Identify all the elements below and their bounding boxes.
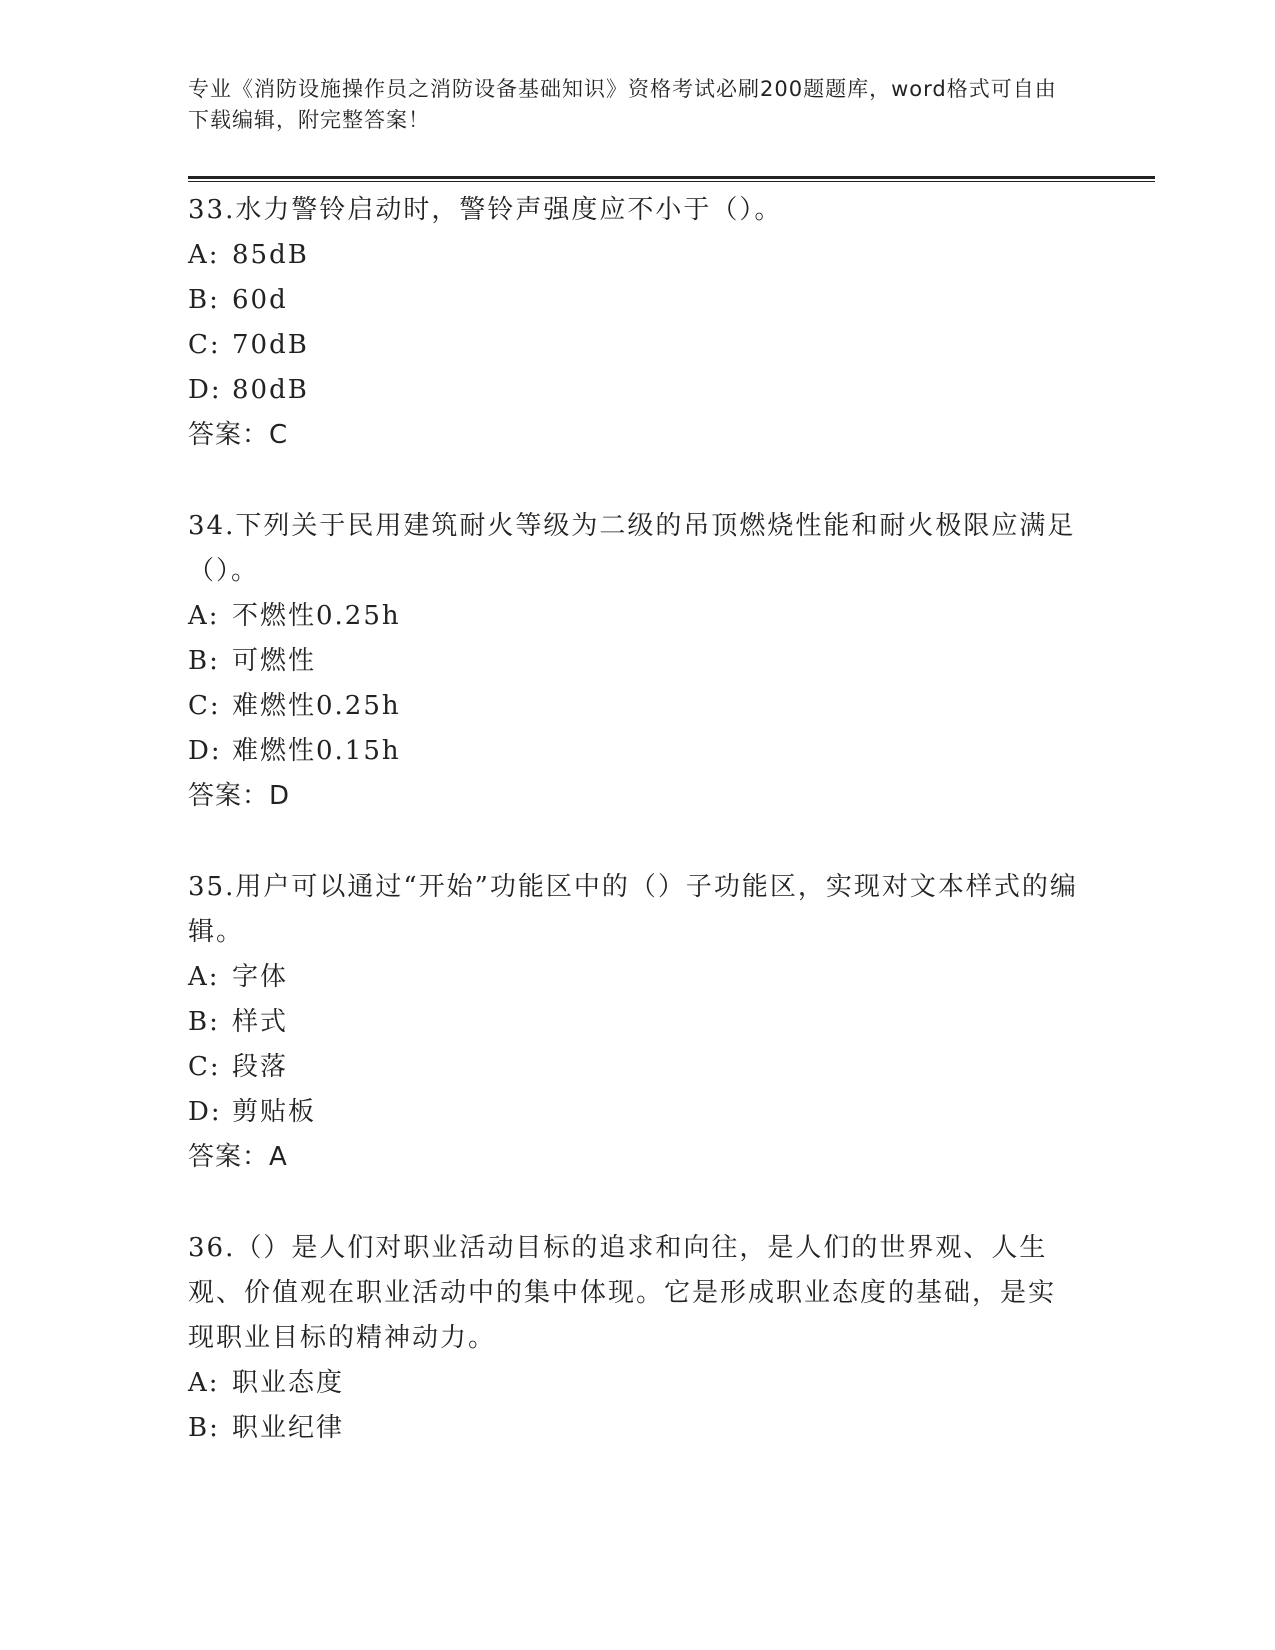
answer-line: 答案：A — [188, 1142, 288, 1172]
option-c — [188, 323, 1078, 368]
option-b — [188, 1000, 1078, 1045]
question-35 — [188, 865, 1078, 1180]
header-divider-thick — [188, 176, 1155, 179]
question-text: 35.用户可以通过“开始”功能区中的（）子功能区，实现对文本样式的编辑。 — [188, 872, 1078, 947]
question-text: 33.水力警铃启动时，警铃声强度应不小于（）。 — [188, 195, 783, 225]
option-text: 样式 — [232, 1007, 289, 1037]
option-d — [188, 368, 1078, 413]
question-36 — [188, 1226, 1078, 1451]
option-letter: D: — [188, 736, 222, 766]
option-text: 难燃性0.25h — [232, 691, 401, 721]
option-text: 剪贴板 — [232, 1097, 317, 1127]
option-d — [188, 729, 1078, 774]
option-a — [188, 955, 1078, 1000]
option-a — [188, 1361, 1078, 1406]
answer-line: 答案：D — [188, 781, 291, 811]
option-text: 85dB — [232, 240, 309, 270]
option-b — [188, 278, 1078, 323]
option-b — [188, 639, 1078, 684]
question-text: 34.下列关于民用建筑耐火等级为二级的吊顶燃烧性能和耐火极限应满足（）。 — [188, 511, 1076, 586]
question-list — [188, 188, 1078, 1497]
answer-line: 答案：C — [188, 420, 289, 450]
option-letter: C: — [188, 1052, 221, 1082]
option-letter: C: — [188, 691, 221, 721]
option-c — [188, 1045, 1078, 1090]
option-c — [188, 684, 1078, 729]
option-text: 职业纪律 — [232, 1413, 345, 1443]
option-a — [188, 594, 1078, 639]
option-letter: A: — [188, 962, 220, 992]
option-text: 60d — [232, 285, 288, 315]
option-text: 80dB — [232, 375, 309, 405]
header-divider-thin — [188, 181, 1155, 182]
option-letter: A: — [188, 1368, 220, 1398]
option-b — [188, 1406, 1078, 1451]
option-letter: C: — [188, 330, 221, 360]
question-33 — [188, 188, 1078, 458]
option-d — [188, 1090, 1078, 1135]
question-text: 36.（）是人们对职业活动目标的追求和向往，是人们的世界观、人生观、价值观在职业活动中的集中体现。它是形成职业态度的基础，是实现职业目标的精神动力。 — [188, 1233, 1057, 1353]
option-letter: B: — [188, 1007, 220, 1037]
option-text: 字体 — [232, 962, 289, 992]
option-letter: A: — [188, 240, 220, 270]
option-text: 段落 — [232, 1052, 289, 1082]
option-letter: D: — [188, 375, 222, 405]
document-header: 专业《消防设施操作员之消防设备基础知识》资格考试必刷200题题库，word格式可自由下载编辑，附完整答案！ — [188, 77, 1057, 132]
option-letter: B: — [188, 285, 220, 315]
option-letter: A: — [188, 601, 220, 631]
option-text: 职业态度 — [232, 1368, 345, 1398]
option-a — [188, 233, 1078, 278]
option-letter: B: — [188, 646, 220, 676]
option-text: 难燃性0.15h — [232, 736, 401, 766]
option-text: 70dB — [232, 330, 309, 360]
question-34 — [188, 504, 1078, 819]
option-text: 可燃性 — [232, 646, 317, 676]
option-text: 不燃性0.25h — [232, 601, 401, 631]
option-letter: D: — [188, 1097, 222, 1127]
option-letter: B: — [188, 1413, 220, 1443]
